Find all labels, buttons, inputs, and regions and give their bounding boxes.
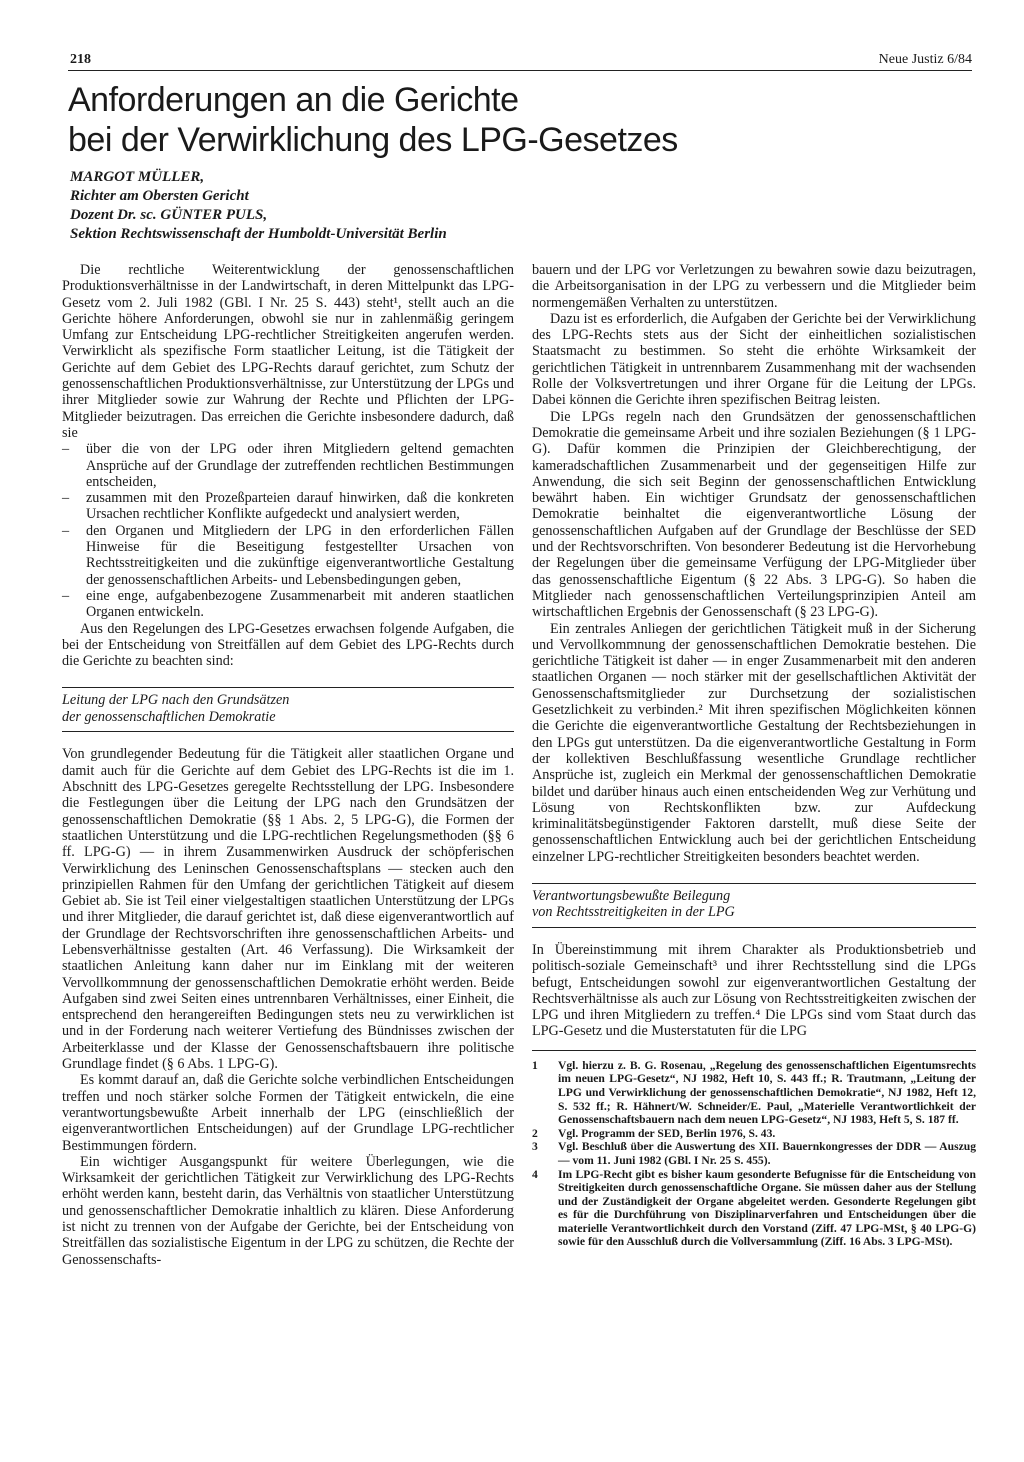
article-title-line-1: Anforderungen an die Gerichte — [68, 81, 519, 119]
footnote — [532, 1140, 976, 1167]
footnote-text: Im LPG-Recht gibt es bisher kaum gesonderte Befugnisse für die Entscheidung von Streitigkeiten durch genossenschaftliche Organe. Sie müssen daher aus der Stellung und der Zuständigkeit der Organe abgeleitet werden. Gesonderte Regelungen gibt es für die Durchführung von Disziplinarverfahren und Entscheidungen über die materielle Verantwortlichkeit durch den Vorstand (Ziff. 47 LPG-MSt, § 40 LPG-G) sowie für den Ausschluß durch die Vollversammlung (Ziff. 16 Abs. 3 LPG-MSt). — [558, 1167, 976, 1249]
body-paragraph: Von grundlegender Bedeutung für die Tätigkeit aller staatlichen Organe und damit auch für die Gerichte auf dem Gebiet des LPG-Rechts ist die im 1. Abschnitt des LPG-Gesetzes geregelte Rechtsstellung der LPG. Insbesondere die Festlegungen über die Leitung der LPG nach den Grundsätzen der genossenschaftlichen Demokratie (§§ 1 Abs. 2, 5 LPG-G), die Formen der staatlichen Unterstützung und die LPG-rechtlichen Regelungsmethoden (§§ 6 ff. LPG-G) — in ihrem Zusammenwirken Ausdruck der schöpferischen Verwirklichung des Leninschen Genossenschaftsplans — stecken auch den prinzipiellen Rahmen für den Umfang der gerichtlichen Tätigkeit auf diesem Gebiet ab. Sie ist Teil einer vielgestaltigen staatlichen Unterstützung der LPGs und ihrer Mitglieder, die darauf gerichtet ist, daß diese eigenverantwortlich auf der Grundlage der Rechtsvorschriften ihre genossenschaftlichen Arbeits- und Lebensverhältnisse gestalten (Art. 46 Verfassung). Die Wirksamkeit der staatlichen Anleitung kann daher nur im Einklang mit der weiteren Vervollkommnung der genossenschaftlichen Demokratie erhöht werden. Beide Aufgaben sind zwei Seiten eines untrennbaren Verhältnisses, einer Einheit, die entsprechend den herangereiften Bedingungen stets neu zu verwirklichen ist und in der Forderung nach weiterer Vertiefung des Bündnisses zwischen der Arbeiterklasse und der Klasse der Genossenschaftsbauern ihre politische Grundlage findet (§ 6 Abs. 1 LPG-G). — [62, 746, 514, 1073]
task-list — [62, 441, 514, 620]
section-heading-1 — [62, 687, 514, 732]
left-column — [62, 262, 514, 1462]
footnote-number: 2 — [532, 1126, 538, 1140]
header-divider — [68, 70, 972, 71]
task-list-item: – über die von der LPG oder ihren Mitgliedern geltend gemachten Ansprüche auf der Grundlage der zutreffenden rechtlichen Bestimmungen entscheiden, — [62, 441, 514, 490]
footnote-number: 4 — [532, 1167, 538, 1181]
author-affiliation-2: Sektion Rechtswissenschaft der Humboldt-Universität Berlin — [70, 226, 447, 242]
footnote-number: 1 — [532, 1058, 538, 1072]
body-paragraph: Es kommt darauf an, daß die Gerichte solche verbindlichen Entscheidungen treffen und noch stärker solche Formen der Tätigkeit entwickeln, die eine verantwortungsbewußte Arbeit innerhalb der LPG (einschließlich der eigenverantwortlichen Entscheidungen) auf der Grundlage LPG-rechtlicher Bestimmungen fördern. — [62, 1072, 514, 1154]
task-list-item: – den Organen und Mitgliedern der LPG in den erforderlichen Fällen Hinweise für die Beseitigung festgestellter Ursachen von Rechtsstreitigkeiten und die zukünftige eigenverantwortliche Gestaltung der genossenschaftlichen Arbeits- und Lebensbedingungen geben, — [62, 523, 514, 588]
author-name-1: MARGOT MÜLLER, — [70, 169, 205, 185]
author-block — [70, 168, 670, 244]
footnote-number: 3 — [532, 1140, 538, 1154]
body-paragraph: Ein wichtiger Ausgangspunkt für weitere Überlegungen, wie die Wirksamkeit der gerichtlichen Tätigkeit zur Verwirklichung des LPG-Rechts erhöht werden kann, besteht darin, das Verhältnis von staatlicher Unterstützung und genossenschaftlicher Demokratie inhaltlich zu klären. Diese Anforderung ist nicht zu trennen von der Aufgabe der Gerichte, bei der Entscheidung von Streitfällen das sozialistische Eigentum in der LPG zu schützen, die Rechte der Genossenschafts- — [62, 1153, 514, 1268]
footnote — [532, 1168, 976, 1250]
article-title-line-2: bei der Verwirklichung des LPG-Gesetzes — [68, 121, 678, 159]
author-affiliation-1: Richter am Obersten Gericht — [70, 188, 249, 204]
footnote-text: Vgl. Programm der SED, Berlin 1976, S. 43. — [558, 1126, 776, 1140]
footnote-text: Vgl. Beschluß über die Auswertung des XII. Bauernkongresses der DDR — Auszug — vom 11. Juni 1982 (GBl. I Nr. 25 S. 455). — [558, 1140, 976, 1167]
body-paragraph: In Übereinstimmung mit ihrem Charakter als Produktionsbetrieb und politisch-soziale Gemeinschaft³ und ihrer Rechtsstellung sind die LPGs befugt, Entscheidungen sowohl zur eigenverantwortlichen Gestaltung der Rechtsverhältnisse als auch zur Lösung von Rechtsstreitigkeiten zwischen der LPG und ihren Mitgliedern zu treffen.⁴ Die LPGs sind vom Staat durch das LPG-Gesetz und die Musterstatuten für die LPG — [532, 941, 976, 1040]
body-paragraph: Dazu ist es erforderlich, die Aufgaben der Gerichte bei der Verwirklichung des LPG-Rechts stets aus der Sicht der einheitlichen sozialistischen Staatsmacht zu bestimmen. So steht die erhöhte Wirksamkeit der gerichtlichen Tätigkeit in untrennbarem Zusammenhang mit der wachsenden Rolle der Volksvertretungen und ihrer Organe für die Leitung der LPGs. Dabei können die Gerichte ihren spezifischen Beitrag leisten. — [532, 310, 976, 409]
section-heading-line: der genossenschaftlichen Demokratie — [62, 708, 276, 725]
page-number: 218 — [70, 52, 91, 67]
section-heading-line: Verantwortungsbewußte Beilegung — [532, 887, 731, 904]
journal-issue: Neue Justiz 6/84 — [878, 52, 972, 67]
article-title — [68, 80, 968, 160]
footnote-divider — [532, 1050, 976, 1051]
footnote — [532, 1059, 976, 1127]
section-heading-2 — [532, 883, 976, 928]
footnote — [532, 1127, 976, 1141]
body-paragraph: Die LPGs regeln nach den Grundsätzen der genossenschaftlichen Demokratie die gemeinsame Arbeit und ihre sozialen Beziehungen (§ 1 LPG-G). Dafür kommen die Prinzipien der Gleichberechtigung, der kameradschaftlichen Zusammenarbeit und der gegenseitigen Hilfe zur Anwendung, die sich seit Beginn der genossenschaftlichen Entwicklung bewährt haben. Ein wichtiger Grundsatz der genossenschaftlichen Demokratie beinhaltet die eigenverantwortliche Lösung der genossenschaftlichen Aufgaben auf der Grundlage der Beschlüsse der SED und der Rechtsvorschriften. Von besonderer Bedeutung ist die Hervorhebung der Regelungen über die gemeinsame Verfügung der LPG-Mitglieder über das genossenschaftliche Eigentum (§ 22 Abs. 3 LPG-G). So haben die Mitglieder nach genossenschaftlichen Verteilungsprinzipien Anteil am wirtschaftlichen Ergebnis der Genossenschaft (§ 23 LPG-G). — [532, 408, 976, 621]
section-heading-line: von Rechtsstreitigkeiten in der LPG — [532, 904, 735, 921]
body-paragraph: Ein zentrales Anliegen der gerichtlichen Tätigkeit muß in der Sicherung und Vervollkommnung der genossenschaftlichen Demokratie bestehen. Die gerichtliche Tätigkeit ist daher — in enger Zusammenarbeit mit den anderen staatlichen Organen — noch stärker mit der gesellschaftlichen Aktivität der Genossenschaftsmitglieder zur Durchsetzung der sozialistischen Gesetzlichkeit zu verbinden.² Mit ihren spezifischen Möglichkeiten können die Gerichte die eigenverantwortliche Gestaltung der Rechtsbeziehungen in den LPGs gut unterstützen. Da die eigenverantwortliche Gestaltung in Form der kollektiven Beschlußfassung wesentliche Grundlage rechtlicher Ansprüche ist, zugleich ein Merkmal der genossenschaftlichen Demokratie bildet und darüber hinaus auch einen entscheidenden Weg zur Verhütung und Lösung von Rechtskonflikten bzw. zur Aufdeckung kriminalitätsbegünstigender Faktoren darstellt, muß diese Seite der genossenschaftlichen Entwicklung auch bei der gerichtlichen Entscheidung einzelner LPG-rechtlicher Streitigkeiten besonders beachtet werden. — [532, 620, 976, 865]
author-name-2: Dozent Dr. sc. GÜNTER PULS, — [70, 207, 268, 223]
body-paragraph: Aus den Regelungen des LPG-Gesetzes erwachsen folgende Aufgaben, die bei der Entscheidung von Streitfällen auf dem Gebiet des LPG-Rechts durch die Gerichte zu beachten sind: — [62, 620, 514, 670]
right-column — [532, 262, 976, 1442]
footnotes — [532, 1059, 976, 1249]
body-paragraph-continued: bauern und der LPG vor Verletzungen zu bewahren sowie dazu beizutragen, die Arbeitsorganisation in der LPG zu verbessern und die Mitglieder beim normengemäßen Verhalten zu unterstützen. — [532, 262, 976, 311]
section-heading-line: Leitung der LPG nach den Grundsätzen — [62, 692, 290, 709]
intro-paragraph: Die rechtliche Weiterentwicklung der genossenschaftlichen Produktionsverhältnisse in der Landwirtschaft, in deren Mittelpunkt das LPG-Gesetz vom 2. Juli 1982 (GBl. I Nr. 25 S. 443) steht¹, stellt auch an die Gerichte höhere Anforderungen, obwohl sie nur in zahlenmäßig geringem Umfang zur Entscheidung LPG-rechtlicher Streitigkeiten angerufen werden. Verwirklicht als spezifische Form staatlicher Leitung, ist die Tätigkeit der Gerichte auf dem Gebiet des LPG-Rechts darauf gerichtet, zum Schutz der genossenschaftlichen Produktionsverhältnisse, zur Unterstützung der LPGs und ihrer Mitglieder sowie zur Wahrung der Rechte und Pflichten der LPG-Mitglieder beizutragen. Das erreichen die Gerichte insbesondere dadurch, daß sie — [62, 262, 514, 441]
task-list-item: – eine enge, aufgabenbezogene Zusammenarbeit mit anderen staatlichen Organen entwickeln. — [62, 588, 514, 621]
task-list-item: – zusammen mit den Prozeßparteien darauf hinwirken, daß die konkreten Ursachen rechtlicher Konflikte aufgedeckt und analysiert werden, — [62, 490, 514, 523]
footnote-text: Vgl. hierzu z. B. G. Rosenau, „Regelung des genossenschaftlichen Eigentumsrechts im neuen LPG-Gesetz“, NJ 1982, Heft 10, S. 443 ff.; R. Trautmann, „Leitung der LPG und Verwirklichung der genossenschaftlichen Demokratie“, NJ 1982, Heft 12, S. 532 ff.; R. Hähnert/W. Schneider/E. Paul, „Materielle Verantwortlichkeit der Genossenschaftsbauern nach dem neuen LPG-Gesetz“, NJ 1983, Heft 5, S. 187 ff. — [558, 1058, 976, 1127]
